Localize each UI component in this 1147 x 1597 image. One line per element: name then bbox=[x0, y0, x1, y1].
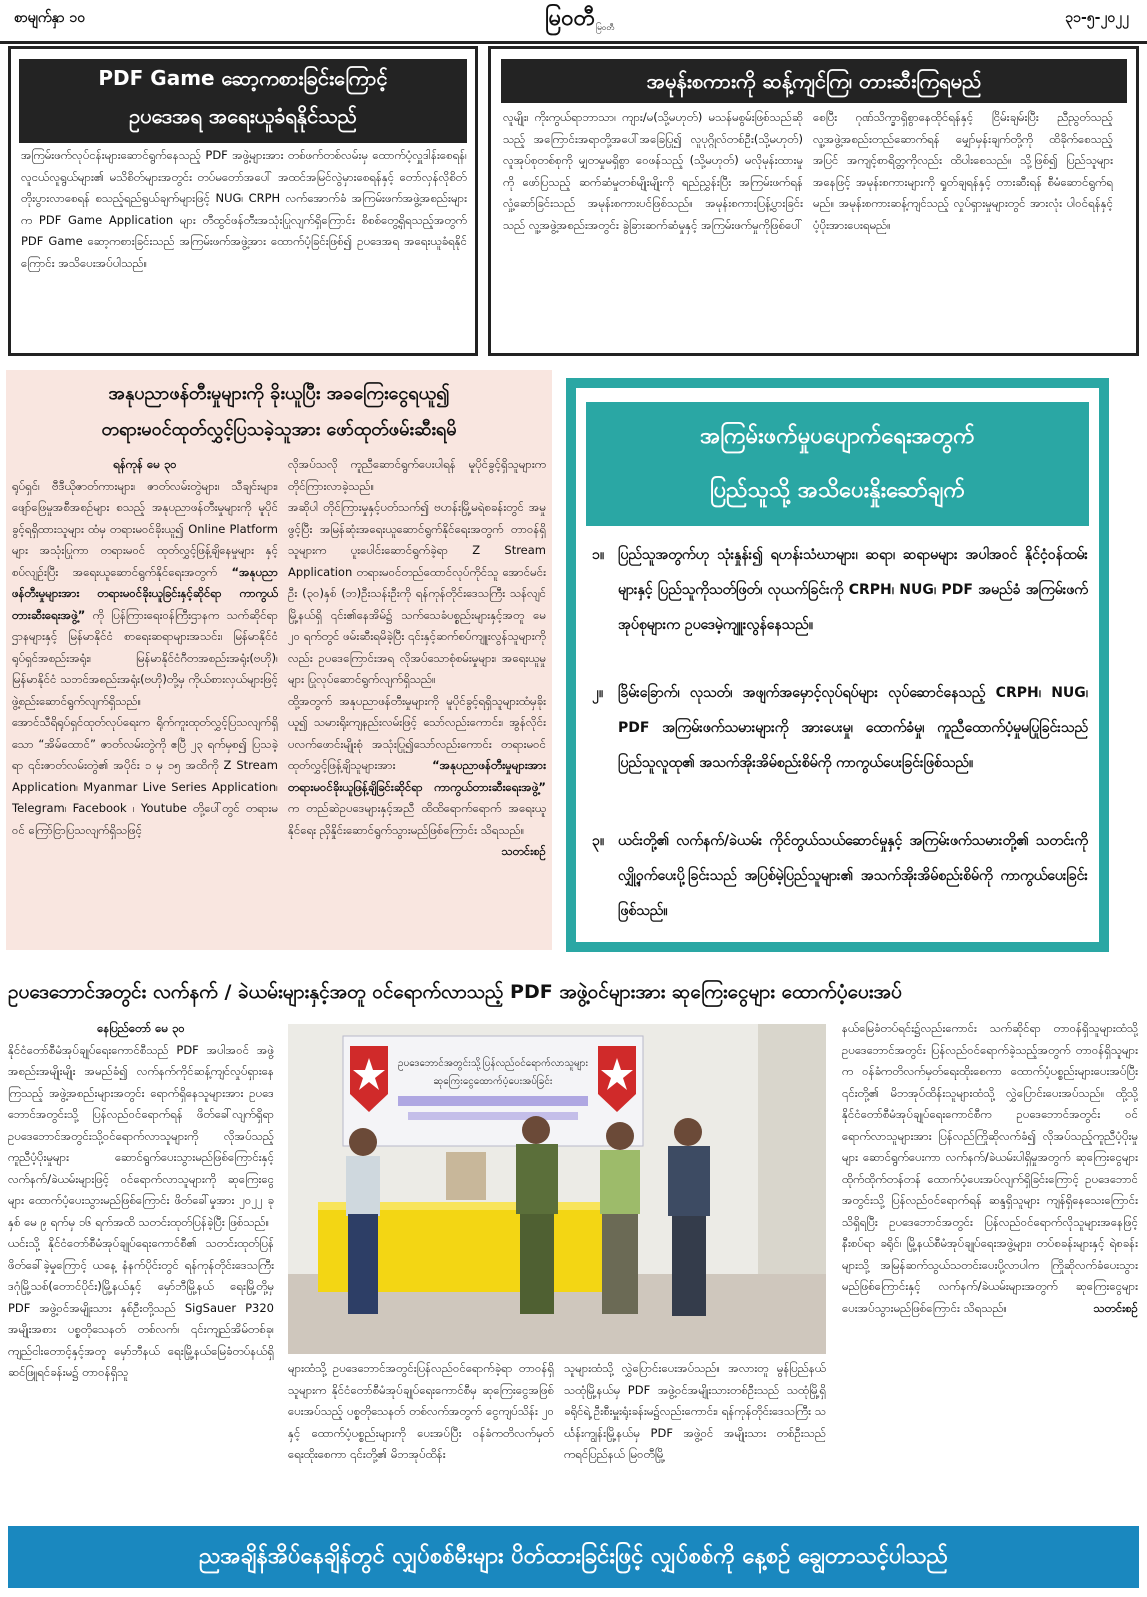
announcement-inner bbox=[576, 388, 1099, 942]
photo-illustration bbox=[288, 1024, 826, 1354]
item-text: ခြိမ်းခြောက်၊ လုသတ်၊ အဖျက်အမှောင့်လုပ်ရပ်များ လုပ်ဆောင်နေသည့် CRPH၊ NUG၊ PDF အကြမ်းဖက်သမားများကို အားပေးမှု၊ ထောက်ခံမှု၊ ကူညီထောက်ပံ့မှုမပြုခြင်းသည် ပြည်သူလူထု၏ အသက်အိုးအိမ်စည်းစိမ်ကို ကာကွယ်ပေးခြင်းဖြစ်သည်။ bbox=[618, 685, 1088, 771]
dateline: နေပြည်တော် မေ ၃၀ bbox=[97, 1021, 185, 1035]
pdf-game-headline bbox=[19, 59, 467, 143]
paragraph: လိုအပ်သလို ကူညီဆောင်ရွက်ပေးပါရန် မူပိုင်ခွင့်ရှိသူများက တိုင်ကြားလာခဲ့သည်။ bbox=[288, 457, 546, 493]
task-force-name: “အနုပညာဖန်တီးမှုများအား တရားမဝင်ခိုးယူခြင်းနှင့်ဆိုင်ရာ ကာကွယ်တားဆီးရေးအဖွဲ့” bbox=[12, 564, 278, 622]
main-col-4 bbox=[842, 1018, 1138, 1513]
paragraph: နိုင်ငံတော်စီမံအုပ်ချုပ်ရေးကောင်စီသည် PDF အပါအဝင် အဖွဲ့အစည်းအမျိုးမျိုး အမည်ခံ၍ လက်နက်ကိုင်ဆန့်ကျင်လှုပ်ရှားနေကြသည့် အဖွဲ့အစည်းများအတွင်း ရောက်ရှိနေသူများအား ဥပဒေဘောင်အတွင်းသို့ ပြန်လည်ဝင်ရောက်ရန် ဖိတ်ခေါ်လျက်ရှိရာ ဥပဒေဘောင်အတွင်းသို့ဝင်ရောက်လာသူများကို လိုအပ်သည့်ကူညီပံ့ပိုးမှုများ ဆောင်ရွက်ပေးသွားမည်ဖြစ်ကြောင်းနှင့် လက်နက်/ခဲယမ်းများဖြင့် ဝင်ရောက်လာသူများကို ဆုကြေးငွေများ ထောက်ပံ့ပေးသွားမည်ဖြစ်ကြောင်း ဖိတ်ခေါ်မှုအား ၂၀၂၂ ခုနှစ် မေ ၉ ရက်မှ ၁၆ ရက်အထိ သတင်းထုတ်ပြန်ခဲ့ပြီး ဖြစ်သည်။ bbox=[8, 1042, 274, 1229]
task-force-name: “အနုပညာဖန်တီးမှုများအား တရားမဝင်ခိုးယူဖြန့်ချိခြင်းဆိုင်ရာ ကာကွယ်တားဆီးရေးအဖွဲ့” bbox=[288, 758, 546, 794]
newspaper-logo bbox=[500, 2, 640, 36]
item-number: ၂။ bbox=[592, 685, 604, 701]
paragraph: နယ်မြေခံတပ်ရင်း၌လည်းကောင်း သက်ဆိုင်ရာ တာဝန်ရှိသူများထံသို့ ဥပဒေဘောင်အတွင်း ပြန်လည်ဝင်ရောက်ခဲ့သည့်အတွက် တာဝန်ရှိသူများက ဝန်ခံကတိလက်မှတ်ရေးထိုးစေကာ ထောက်ပံ့ပစ္စည်းများပေးအပ်ပြီး ၎င်းတို့၏ မိဘအုပ်ထိန်းသူများထံသို့ လွှဲပြောင်းပေးအပ်သည်။ ထို့သို့ နိုင်ငံတော်စီမံအုပ်ချုပ်ရေးကောင်စီက ဥပဒေဘောင်အတွင်း ဝင်ရောက်လာသူများအား ပြန်လည်ကြိုဆိုလက်ခံ၍ လိုအပ်သည့်ကူညီပံ့ပိုးမှုများ ဆောင်ရွက်ပေးကာ လက်နက်/ခဲယမ်းပါရှိမှုအတွက် ဆုကြေးငွေများ ထိုက်ထိုက်တန်တန် ထောက်ပံ့ပေးအပ်လျက်ရှိခြင်းကြောင့် ဥပဒေဘောင်အတွင်းသို့ ပြန်လည်ဝင်ရောက်ရန် ဆန္ဒရှိသူများ ကျန်ရှိနေသေးကြောင်း သိရှိရပြီး ဥပဒေဘောင်အတွင်း ပြန်လည်ဝင်ရောက်လိုသူများအနေဖြင့် နီးစပ်ရာ ခရိုင်၊ မြို့နယ်စီမံအုပ်ချုပ်ရေးအဖွဲ့များ၊ တပ်စခန်းများနှင့် ရဲစခန်းများသို့ အမြန်ဆက်သွယ်သတင်းပေးပို့လာပါက ကြိုဆိုလက်ခံပေးသွားမည်ဖြစ်ကြောင်းနှင့် လက်နက်/ခဲယမ်းများအတွက် ဆုကြေးငွေများ ပေးအပ်သွားမည်ဖြစ်ကြောင်း သိရသည်။ bbox=[842, 1021, 1138, 1315]
headline-line-2: တရားမဝင်ထုတ်လွှင့်ပြသခဲ့သူအား ဖော်ထုတ်ဖမ်းဆီးရမိ bbox=[101, 419, 457, 440]
headline-line-2: ဥပဒေအရ အရေးယူခံရနိုင်သည် bbox=[129, 104, 357, 128]
banner-line-1: ဥပဒေဘောင်အတွင်းသို့ပြန်လည်ဝင်ရောက်လာသူများ bbox=[398, 1058, 588, 1069]
paragraph: ကို ပြန်ကြားရေးဝန်ကြီးဌာနက သက်ဆိုင်ရာဌာနများနှင့် မြန်မာနိုင်ငံ စာရေးဆရာများအသင်း၊ မြန်မာနိုင်ငံရုပ်ရှင်အစည်းအရုံး၊ မြန်မာနိုင်ငံဂီတအစည်းအရုံး(ဗဟို)၊ မြန်မာနိုင်ငံ သဘင်အစည်းအရုံး(ဗဟို)တို့မှ ကိုယ်စားလှယ်များဖြင့် ဖွဲ့စည်းဆောင်ရွက်လျက်ရှိသည်။ bbox=[12, 607, 278, 708]
hate-speech-col-1: လူမျိုး၊ ကိုးကွယ်ရာဘာသာ၊ ကျား/မ(သို့မဟုတ်) မသန်မစွမ်းဖြစ်သည်ဆိုသည့် အကြောင်းအရာတို့အပေါ်အခြေပြု၍ လူပုဂ္ဂိုလ်တစ်ဦး(သို့မဟုတ်) လူအုပ်စုတစ်စုကို မျှတမှုမရှိစွာ ဝေဖန်သည့် (သို့မဟုတ်) မလိုမုန်းထားမှုကို ဖော်ပြသည့် ဆက်ဆံမှုတစ်မျိုးမျိုးကို ရည်ညွှန်းပြီး အကြမ်းဖက်ရန် လှုံ့ဆော်ခြင်းသည် အမုန်းစကားပင်ဖြစ်သည်။ အမုန်းစကားပြန့်ပွားခြင်းသည် လူ့အဖွဲ့အစည်းအတွင်း ခွဲခြားဆက်ဆံမှုနှင့် အကြမ်းဖက်မှုကိုဖြစ်ပေါ် bbox=[503, 110, 803, 232]
hate-speech-box bbox=[488, 46, 1139, 356]
energy-saving-footer: ညအချိန်အိပ်နေချိန်တွင် လျှပ်စစ်မီးများ ပိတ်ထားခြင်းဖြင့် လျှပ်စစ်ကို နေ့စဉ် ချွေတာသင့်ပါသည် bbox=[8, 1526, 1139, 1588]
paragraph: က တည်ဆဲဥပဒေများနှင့်အညီ ထိထိရောက်ရောက် အရေးယူနိုင်ရေး ညှိနှိုင်းဆောင်ရွက်သွားမည်ဖြစ်ကြောင်း သိရသည်။ bbox=[288, 801, 546, 837]
masthead bbox=[0, 0, 1147, 44]
main-article-headline: ဥပဒေဘောင်အတွင်း လက်နက် / ခဲယမ်းများနှင့်အတူ ဝင်ရောက်လာသည့် PDF အဖွဲ့ဝင်များအား ဆုကြေးငွေများ ထောက်ပံ့ပေးအပ် bbox=[8, 981, 902, 1003]
banner-line-2: ဆုကြေးငွေထောက်ပံ့ပေးအပ်ခြင်း bbox=[433, 1076, 553, 1087]
headline-line-1: အကြမ်းဖက်မှုပပျောက်ရေးအတွက် bbox=[700, 424, 975, 449]
main-col-3: သူများထံသို့ လွှဲပြောင်းပေးအပ်သည်။ အလားတူ မွန်ပြည်နယ် သထုံမြို့နယ်မှ PDF အဖွဲ့ဝင်အမျိုးသားတစ်ဦးသည် သထုံမြို့ရှိ ခရိုင်ရဲ့ ဦးစီးမှူးရုံးခန်းမ၌လည်းကောင်း၊ ရန်ကုန်တိုင်းဒေသကြီး သင်္ဃန်းကျွန်းမြို့နယ်မှ PDF အဖွဲ့ဝင် အမျိုးသား တစ်ဦးသည် ကရင်ပြည်နယ် မြဝတီမြို့ bbox=[564, 1361, 826, 1461]
paragraph: အဆိုပါ တိုင်ကြားမှုနှင့်ပတ်သက်၍ ဗဟန်းမြို့မရဲစခန်းတွင် အမှုဖွင့်ပြီး အမြန်ဆုံးအရေးယူဆောင်ရွက်နိုင်ရေးအတွက် တာဝန်ရှိသူများက ပူးပေါင်းဆောင်ရွက်ခဲ့ရာ Z Stream Application တရားမဝင်တည်ထောင်လုပ်ကိုင်သူ အောင်မင်းဦး (၃၀)နှစ် (ဘ)ဦးသန်းဦးကို ရန်ကုန်တိုင်းဒေသကြီး သန်လျင်မြို့နယ်ရှိ ၎င်း၏နေအိမ်၌ သက်သေခံပစ္စည်းများနှင့်အတူ မေ ၂၀ ရက်တွင် ဖမ်းဆီးရမိခဲ့ပြီး ၎င်းနှင့်ဆက်စပ်ကျူးလွန်သူများကိုလည်း ဥပဒေကြောင်းအရ လိုအပ်သောစုံစမ်းမှုများ၊ အရေးယူမှုများ ပြုလုပ်ဆောင်ရွက်လျက်ရှိသည်။ bbox=[288, 500, 546, 686]
logo-text: မြဝတီ bbox=[544, 4, 596, 31]
headline-line-1: အနုပညာဖန်တီးမှုများကို ခိုးယူပြီး အခကြေးငွေရယူ၍ bbox=[108, 383, 450, 404]
item-number: ၁။ bbox=[592, 547, 605, 563]
piracy-col-2 bbox=[288, 454, 546, 944]
paragraph: ယင်းသို့ နိုင်ငံတော်စီမံအုပ်ချုပ်ရေးကောင်စီ၏ သတင်းထုတ်ပြန်ဖိတ်ခေါ်ခဲ့မှုကြောင့် ယနေ့ နံနက်ပိုင်းတွင် ရန်ကုန်တိုင်းဒေသကြီး ဒဂုံမြို့သစ်(တောင်ပိုင်း)မြို့နယ်နှင့် မှော်ဘီမြို့နယ် ရေးမြို့တို့မှ PDF အဖွဲ့ဝင်အမျိုးသား နှစ်ဦးတို့သည် SigSauer P320 အမျိုးအစား ပစ္စတိုသေနတ် တစ်လက်၊ ၎င်းကျည်အိမ်တစ်ခု၊ ကျည်ငါးတောင့်နှင့်အတူ မှော်ဘီနယ် ရေးမြို့နယ်မြေခံတပ်နယ်ရှိ ဆင်ဖြူရင်ခန်းမ၌ တာဝန်ရှိသူ bbox=[8, 1236, 274, 1379]
hate-speech-col-2: စေပြီး ဂုဏ်သိက္ခာရှိစွာနေထိုင်ရန်နှင့် ငြိမ်းချမ်းပြီး ညီညွတ်သည့် လူ့အဖွဲ့အစည်းတည်ဆောက်ရန် မျှော်မှန်းချက်တို့ကို ထိခိုက်စေသည့်အပြင် အကျင့်စာရိတ္တကိုလည်း ထိပါးစေသည်။ သို့ဖြစ်၍ ပြည်သူများအနေဖြင့် အမုန်းစကားများကို ရှုတ်ချရန်နှင့် တားဆီးရန် စီမံဆောင်ရွက်ရမည်။ အမုန်းစကားဆန့်ကျင်သည့် လှုပ်ရှားမှုများတွင် အားလုံး ပါဝင်ရန်နှင့် ပံ့ပိုးအားပေးရမည်။ bbox=[813, 110, 1113, 232]
announcement-item bbox=[592, 676, 1088, 781]
paragraph: ရုပ်ရှင်၊ ဗီဒီယိုဇာတ်ကားများ၊ ဇာတ်လမ်းတွဲများ၊ သီချင်းများ၊ ဖျော်ဖြေမှုအစီအစဉ်များ စသည့် အနုပညာဖန်တီးမှုများကို မူပိုင်ခွင့်ရရှိထားသူများ ထံမှ တရားမဝင်ခိုးယူ၍ Online Platform များ အသုံးပြုကာ တရားမဝင် ထုတ်လွှင့်ဖြန့်ချိနေမှုများ နှင့်စပ်လျဉ်းပြီး အရေးယူဆောင်ရွက်နိုင်ရေးအတွက် bbox=[12, 478, 278, 579]
piracy-headline bbox=[6, 376, 552, 448]
piracy-col-1 bbox=[12, 454, 278, 944]
paragraph: ထို့အတွက် အနုပညာဖန်တီးမှုများကို မူပိုင်ခွင့်ရရှိသူများထံမှခိုးယူ၍ သမားရိုးကျနည်းလမ်းဖြင့် သော်လည်းကောင်း၊ အွန်လိုင်းပလက်ဖောင်းမျိုးစုံ အသုံးပြု၍သော်လည်းကောင်း တရားမဝင်ထုတ်လွှင့်ဖြန့်ချိသူများအား bbox=[288, 693, 546, 772]
item-number: ၃။ bbox=[592, 833, 605, 849]
issue-date: ၃၁-၅-၂၀၂၂ bbox=[1065, 10, 1129, 26]
byline: သတင်းစဉ် bbox=[1093, 1300, 1138, 1315]
main-col-2: များထံသို့ ဥပဒေဘောင်အတွင်းပြန်လည်ဝင်ရောက်ခဲ့ရာ တာဝန်ရှိသူများက နိုင်ငံတော်စီမံအုပ်ချုပ်ရေးကောင်စီမှ ဆုကြေးငွေအဖြစ် ပေးအပ်သည့် ပစ္စတိုသေနတ် တစ်လက်အတွက် ငွေကျပ်သိန်း ၂၀ နှင့် ထောက်ပံ့ပစ္စည်းများကို ပေးအပ်ပြီး ဝန်ခံကတိလက်မှတ်ရေးထိုးစေကာ ၎င်းတို့၏ မိဘအုပ်ထိန်း bbox=[288, 1361, 554, 1461]
hate-speech-headline: အမုန်းစကားကို ဆန့်ကျင်ကြ၊ တားဆီးကြရမည် bbox=[501, 59, 1127, 103]
announcement-item bbox=[592, 824, 1088, 929]
announcement-item bbox=[592, 538, 1088, 643]
public-announcement-box bbox=[566, 378, 1109, 952]
item-text: ပြည်သူအတွက်ဟု သုံးနှုန်း၍ ရဟန်းသံဃာများ၊ ဆရာ၊ ဆရာမများ အပါအဝင် နိုင်ငံ့ဝန်ထမ်းများနှင့် ပြည်သူကိုသတ်ဖြတ်၊ လုယက်ခြင်းကို CRPH၊ NUG၊ PDF အမည်ခံ အကြမ်းဖက်အုပ်စုများက ဥပဒေမဲ့ကျူးလွန်နေသည်။ bbox=[618, 547, 1088, 633]
dateline: ရန်ကုန် မေ ၃၀ bbox=[113, 457, 177, 471]
headline-line-2: ပြည်သူသို့ အသိပေးနှိုးဆော်ချက် bbox=[710, 478, 965, 503]
main-col-1 bbox=[8, 1018, 274, 1513]
paragraph: အောင်သီရိရုပ်ရှင်ထုတ်လုပ်ရေးက ရိုက်ကူးထုတ်လွှင့်ပြသလျက်ရှိသော “အိမ်ထောင်” ဇာတ်လမ်းတွဲကို ဧပြီ ၂၃ ရက်မှစ၍ ပြသခဲ့ရာ ၎င်းဇာတ်လမ်းတွဲ၏ အပိုင်း ၁ မှ ၁၅ အထိကို Z Stream Application၊ Myanmar Live Series Application၊ Telegram၊ Facebook ၊ Youtube တို့ပေါ်တွင် တရားမဝင် ကြော်ငြာပြသလျက်ရှိသဖြင့် bbox=[12, 715, 278, 837]
headline-line-1: PDF Game ဆော့ကစားခြင်းကြောင့် bbox=[98, 66, 388, 90]
byline: သတင်းစဉ် bbox=[501, 844, 546, 858]
pdf-game-notice-box bbox=[8, 46, 478, 356]
logo-subtext: မြဝတီ bbox=[595, 23, 614, 32]
item-text: ယင်းတို့၏ လက်နက်/ခဲယမ်း ကိုင်တွယ်သယ်ဆောင်မှုနှင့် အကြမ်းဖက်သမားတို့၏ သတင်းကို လျှို့ဝှက်ပေးပို့ခြင်းသည် အပြစ်မဲ့ပြည်သူများ၏ အသက်အိုးအိမ်စည်းစိမ်ကို ကာကွယ်ပေးခြင်းဖြစ်သည်။ bbox=[618, 833, 1088, 919]
announcement-headline bbox=[586, 402, 1089, 526]
piracy-article bbox=[6, 370, 552, 950]
handover-photo bbox=[288, 1024, 826, 1354]
page-number: စာမျက်နှာ ၁၀ bbox=[14, 10, 86, 26]
pdf-game-body: အကြမ်းဖက်လုပ်ငန်းများဆောင်ရွက်နေသည့် PDF အဖွဲ့များအား တစ်ဖက်တစ်လမ်းမှ ထောက်ပံ့လှူဒါန်းစေရန်၊ လူငယ်လူရွယ်များ၏ မသိစိတ်များအတွင်း တပ်မတော်အပေါ် အထင်အမြင်လွဲမှားစေရန်နှင့် တော်လှန်လိုစိတ်တိုးပွားလာစေရန် စသည့်ရည်ရွယ်ချက်များဖြင့် NUG၊ CRPH လက်အောက်ခံ အကြမ်းဖက်အဖွဲ့အစည်းများက PDF Game Application များ တီထွင်ဖန်တီးအသုံးပြုလျက်ရှိကြောင်း စိစစ်တွေ့ရှိရသည့်အတွက် PDF Game ဆော့ကစားခြင်းသည် အကြမ်းဖက်အဖွဲ့အား ထောက်ပံ့ခြင်းဖြစ်၍ ဥပဒေအရ အရေးယူခံရနိုင်ကြောင်း အသိပေးအပ်ပါသည်။ bbox=[21, 148, 467, 270]
